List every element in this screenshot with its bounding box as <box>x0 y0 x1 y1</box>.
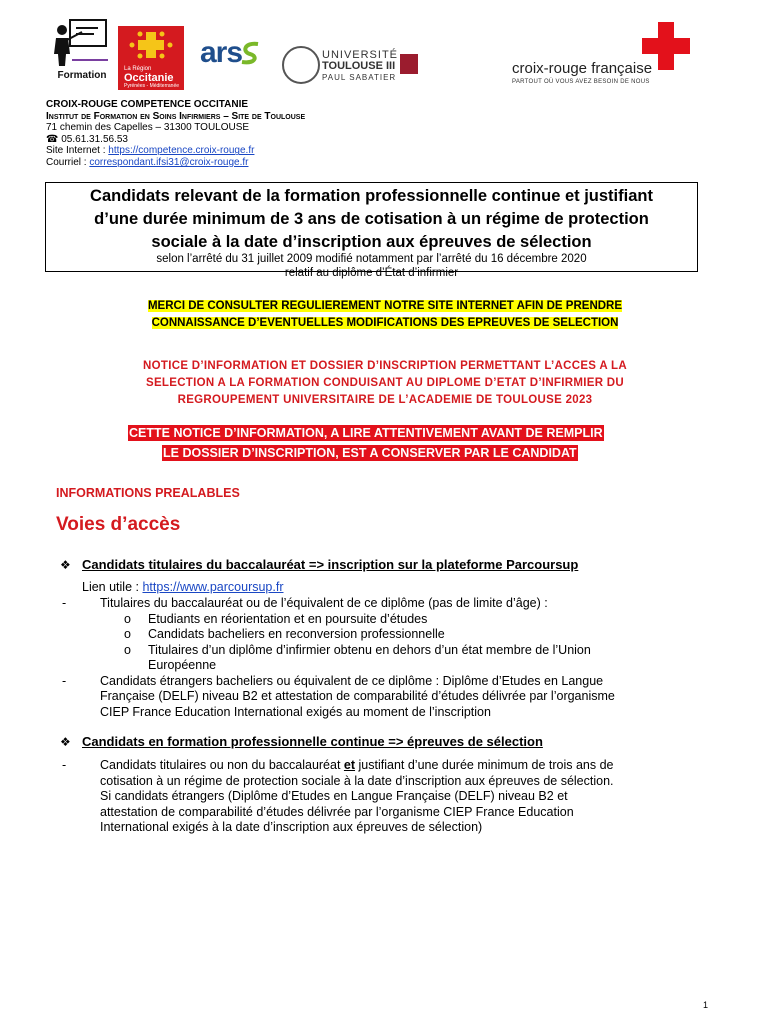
formation-logo-label: Formation <box>57 70 107 81</box>
parcoursup-link[interactable]: https://www.parcoursup.fr <box>142 580 284 594</box>
mail-label: Courriel : <box>46 156 90 168</box>
list-item <box>62 627 702 643</box>
cette-line2: LE DOSSIER D’INSCRIPTION, EST A CONSERVER PAR LE CANDIDAT <box>163 446 577 460</box>
ars-logo <box>196 36 266 76</box>
useful-link-label: Lien utile : <box>82 580 143 594</box>
title-line2: d’une durée minimum de 3 ans de cotisation à un régime de protection <box>94 210 649 228</box>
title-line3: sociale à la date d’inscription aux épreuves de sélection <box>151 233 592 251</box>
section2-title-text: Candidats en formation professionnelle continue => épreuves de sélection <box>82 734 543 749</box>
circle-bullet: o <box>124 627 131 641</box>
useful-link-line <box>82 580 284 596</box>
university-line3: PAUL SABATIER <box>322 73 397 82</box>
circle-bullet: o <box>124 642 131 657</box>
dash-bullet: - <box>62 596 67 610</box>
section2-and-emphasis: et <box>343 758 356 772</box>
section1-item2a: Candidats étrangers bacheliers ou équivalent de ce diplôme : Diplôme d’Etudes en Langue <box>100 673 604 688</box>
section1-sub1: Etudiants en réorientation et en poursuite d’études <box>148 611 428 626</box>
section1-sub3b: Européenne <box>148 658 217 672</box>
title-sub1: selon l’arrêté du 31 juillet 2009 modifié notamment par l’arrêté du 16 décembre 2020 <box>156 253 587 265</box>
address-block <box>46 99 305 169</box>
croix-rouge-logo <box>512 22 692 88</box>
section2-title <box>60 734 543 749</box>
street-address: 71 chemin des Capelles – 31300 TOULOUSE <box>46 122 250 134</box>
phone-icon: ☎ <box>46 133 62 145</box>
circle-bullet: o <box>124 611 131 626</box>
section1-sub2: Candidats bacheliers en reconversion professionnelle <box>148 627 445 641</box>
title-sub2: relatif au diplôme d’État d’infirmier <box>284 267 459 279</box>
list-item <box>62 758 702 836</box>
occitanie-subtitle: Pyrénées - Méditerranée <box>124 83 180 89</box>
section1-sub3a: Titulaires d’un diplôme d’infirmier obtenu en dehors d’un état membre de l’Union <box>148 642 591 657</box>
diamond-bullet-icon: ❖ <box>60 735 71 749</box>
croix-rouge-wordmark: croix-rouge française <box>512 60 653 77</box>
cette-line1: CETTE NOTICE D’INFORMATION, A LIRE ATTENTIVEMENT AVANT DE REMPLIR <box>129 426 603 440</box>
croix-rouge-tagline: PARTOUT OÙ VOUS AVEZ BESOIN DE NOUS <box>512 79 650 85</box>
list-item <box>62 643 702 674</box>
merci-line1: MERCI DE CONSULTER REGULIEREMENT NOTRE SITE INTERNET AFIN DE PRENDRE <box>147 300 623 312</box>
merci-line2: CONNAISSANCE D’EVENTUELLES MODIFICATIONS DES EPREUVES DE SELECTION <box>151 317 619 329</box>
section2-line2: cotisation à un régime de protection sociale à la date d’inscription aux épreuves de sélection. <box>100 773 614 788</box>
university-line2: TOULOUSE III <box>322 60 396 72</box>
occitanie-logo <box>118 26 184 90</box>
list-item <box>62 674 702 721</box>
teacher-board-icon <box>52 16 112 68</box>
occitan-cross-icon <box>118 26 184 66</box>
site-link[interactable]: https://competence.croix-rouge.fr <box>108 145 255 157</box>
section1-item2b: Française (DELF) niveau B2 et attestation de comparabilité d’études délivrée par l’organisme <box>100 689 615 703</box>
dash-bullet: - <box>62 673 67 688</box>
notice-line2: SELECTION A LA FORMATION CONDUISANT AU DIPLOME D’ETAT D’INFIRMIER DU <box>145 377 625 389</box>
ars-wordmark: ars <box>200 36 243 69</box>
diamond-bullet-icon: ❖ <box>60 558 71 572</box>
list-item <box>62 612 702 628</box>
notice-line1: NOTICE D’INFORMATION ET DOSSIER D’INSCRIPTION PERMETTANT L’ACCES A LA <box>143 360 627 372</box>
university-line1: UNIVERSITÉ <box>322 49 399 61</box>
notice-line3: REGROUPEMENT UNIVERSITAIRE DE L’ACADEMIE DE TOULOUSE 2023 <box>177 394 593 406</box>
university-seal-icon <box>282 46 320 84</box>
section1-list <box>62 596 702 720</box>
formation-logo <box>52 16 112 86</box>
mail-line <box>46 157 305 169</box>
org-name: CROIX-ROUGE COMPETENCE OCCITANIE <box>46 99 249 110</box>
phone-line <box>46 134 305 146</box>
ars-swoosh-icon <box>238 40 262 66</box>
site-line <box>46 145 305 157</box>
section2-line5: International exigés à la date d’inscription aux épreuves de sélection) <box>100 820 483 834</box>
section1-item1: Titulaires du baccalauréat ou de l’équivalent de ce diplôme (pas de limite d’âge) : <box>100 596 548 610</box>
list-item <box>62 596 702 612</box>
dash-bullet: - <box>62 758 67 772</box>
section1-title-text: Candidats titulaires du baccalauréat => inscription sur la plateforme Parcoursup <box>82 557 579 572</box>
mail-link[interactable]: correspondant.ifsi31@croix-rouge.fr <box>89 156 249 168</box>
section2-list <box>62 758 702 836</box>
section2-line3: Si candidats étrangers (Diplôme d’Etudes en Langue Française (DELF) niveau B2 et <box>100 789 568 803</box>
university-emblem-icon <box>400 54 418 74</box>
notice-heading <box>30 358 740 409</box>
consult-website-notice <box>30 298 740 332</box>
access-routes-heading: Voies d’accès <box>56 514 181 535</box>
site-label: Site Internet : <box>46 145 109 157</box>
phone-number: 05.61.31.56.53 <box>61 133 128 145</box>
section2-line4: attestation de comparabilité d’études délivrée par l’organisme CIEP France Education <box>100 804 574 819</box>
university-logo <box>282 46 422 86</box>
occitanie-name: Occitanie <box>124 72 174 84</box>
occitanie-region-label: La Région <box>124 66 152 72</box>
institute-name: Institut de Formation en Soins Infirmiers – Site de Toulouse <box>46 110 306 122</box>
section1-title <box>60 557 578 572</box>
section2-line1: Candidats titulaires ou non du baccalauréat et justifiant d’une durée minimum de trois ans de <box>100 758 614 772</box>
section1-item2c: CIEP France Education International exigés au moment de l’inscription <box>100 704 491 719</box>
title-box <box>45 182 698 279</box>
title-line1: Candidats relevant de la formation professionnelle continue et justifiant <box>90 187 653 205</box>
page-number: 1 <box>702 1000 708 1010</box>
preliminary-info-heading: INFORMATIONS PREALABLES <box>56 486 240 500</box>
